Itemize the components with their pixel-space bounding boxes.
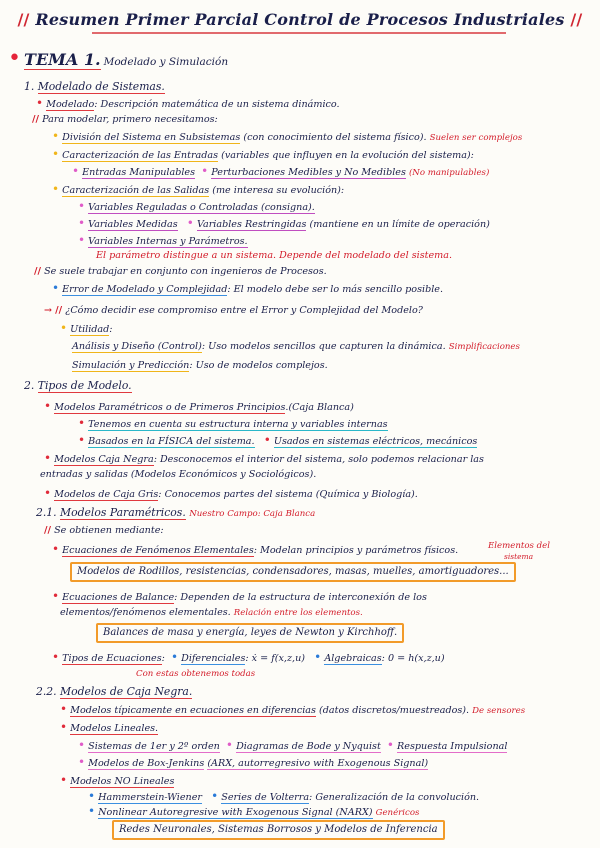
balance-line bbox=[52, 590, 427, 604]
analisis-desc: : Uso modelos sencillos que capturen la dinámica. bbox=[201, 341, 446, 352]
sistemas-text: Sistemas de 1er y 2º orden bbox=[88, 741, 220, 752]
error-desc: : El modelo debe ser lo más sencillo posible. bbox=[227, 284, 444, 295]
no-lineales-label: Modelos NO Lineales bbox=[70, 776, 175, 787]
division-label: División del Sistema en Subsistemas bbox=[62, 132, 241, 143]
section-1-title: Modelado de Sistemas. bbox=[37, 80, 165, 93]
obtienen-line bbox=[44, 524, 164, 537]
section-2-heading bbox=[24, 379, 132, 392]
bullet-icon: • bbox=[211, 789, 219, 803]
bullet-icon: • bbox=[44, 486, 52, 500]
division-line bbox=[52, 130, 522, 145]
utilidad-line: • Utilidad: bbox=[60, 321, 113, 335]
bullet-icon: • bbox=[52, 650, 60, 664]
gris-desc: : Conocemos partes del sistema (Química y Biología). bbox=[158, 489, 418, 500]
section-21-heading bbox=[36, 506, 315, 521]
bullet-icon: • bbox=[225, 738, 233, 752]
section-2-num: 2. bbox=[24, 379, 35, 392]
bullet-icon: • bbox=[52, 129, 60, 143]
bullet-icon: • bbox=[36, 96, 44, 110]
bullet-icon: • bbox=[72, 164, 80, 178]
param-note: El parámetro distingue a un sistema. Depende del modelado del sistema. bbox=[96, 250, 453, 261]
division-note: Suelen ser complejos bbox=[429, 133, 523, 143]
bullet-icon: • bbox=[52, 147, 60, 161]
bullet-icon: • bbox=[44, 399, 52, 413]
sistemas-line bbox=[78, 739, 507, 753]
tipos-note: Con estas obtenemos todas bbox=[136, 669, 256, 679]
pregunta-line bbox=[44, 304, 423, 317]
tipos-label: Tipos de Ecuaciones bbox=[62, 653, 162, 664]
slash-mark: // bbox=[55, 305, 63, 316]
bullet-icon: • bbox=[88, 804, 96, 818]
ecu-fen-desc: : Modelan principios y parámetros físicos. bbox=[253, 545, 459, 556]
box-jenkins-desc: (ARX, autorregresivo with Exogenous Signal) bbox=[207, 758, 429, 769]
simulacion-line bbox=[72, 359, 328, 372]
error-label: Error de Modelado y Complejidad bbox=[62, 284, 228, 295]
bullet-icon: • bbox=[78, 199, 86, 213]
ent-pert-note: (No manipulables) bbox=[408, 168, 490, 178]
highlight-box-2: Balances de masa y energía, leyes de Newton y Kirchhoff. bbox=[96, 623, 404, 643]
para-modelar-line bbox=[32, 113, 218, 126]
tema-subtitle: Modelado y Simulación bbox=[103, 56, 229, 68]
lineales-line bbox=[60, 721, 158, 735]
dif-eq: : ẋ = f(x,z,u) bbox=[245, 653, 306, 664]
bullet-icon: • bbox=[52, 542, 60, 556]
bullet-icon: • bbox=[170, 650, 179, 664]
negra-line bbox=[44, 452, 484, 466]
title-text: Resumen Primer Parcial Control de Procesos Industriales bbox=[35, 10, 565, 29]
tipicamente-desc: (datos discretos/muestreados). bbox=[318, 705, 470, 716]
modelado-desc: : Descripción matemática de un sistema dinámico. bbox=[94, 99, 340, 110]
modelado-line bbox=[36, 97, 340, 111]
ecu-fen-note-2: sistema bbox=[504, 552, 534, 561]
volterra-desc: : Generalización de la convolución. bbox=[309, 792, 480, 803]
bullet-icon: • bbox=[78, 216, 86, 230]
var-reguladas-line bbox=[78, 200, 315, 214]
bullet-icon: • bbox=[60, 321, 68, 335]
page-title bbox=[0, 10, 600, 29]
section-21-title: Modelos Paramétricos. bbox=[60, 506, 186, 519]
bullet-icon: • bbox=[78, 738, 86, 752]
entradas-types-line bbox=[72, 165, 489, 180]
bullet-icon: • bbox=[186, 216, 194, 230]
simulacion-label: Simulación y Predicción bbox=[72, 360, 190, 371]
ent-manipulables: Entradas Manipulables bbox=[82, 167, 196, 178]
bullet-icon: • bbox=[386, 738, 394, 752]
arrow-icon: → bbox=[44, 305, 53, 316]
box-jenkins-label: Modelos de Box-Jenkins bbox=[88, 758, 205, 769]
var-reguladas: Variables Reguladas o Controladas (consigna). bbox=[88, 202, 315, 213]
usados-text: Usados en sistemas eléctricos, mecánicos bbox=[273, 436, 478, 447]
tipos-line: • Tipos de Ecuaciones: • Diferenciales: ẋ = f(x,z,u) • Algebraicas: 0 = h(x,z,u) bbox=[52, 650, 445, 664]
bullet-icon: • bbox=[60, 773, 68, 787]
negra-desc-2: entradas y salidas (Modelos Económicos y Sociológicos). bbox=[40, 469, 317, 480]
analisis-line bbox=[72, 340, 520, 354]
slash-mark: // bbox=[44, 525, 52, 536]
ingenieros-line bbox=[34, 265, 327, 278]
bullet-icon: • bbox=[78, 416, 86, 430]
narx-text: Nonlinear Autoregresive with Exogenous Signal (NARX) bbox=[98, 807, 373, 818]
alg-label: Algebraicas bbox=[324, 653, 382, 664]
ecu-fen-label: Ecuaciones de Fenómenos Elementales bbox=[62, 545, 254, 556]
tema-label: TEMA 1. bbox=[24, 50, 101, 69]
bullet-icon: • bbox=[78, 433, 86, 447]
bullet-icon: • bbox=[52, 589, 60, 603]
negra-desc-1: : Desconocemos el interior del sistema, solo podemos relacionar las bbox=[153, 454, 484, 465]
alg-eq: : 0 = h(x,z,u) bbox=[381, 653, 445, 664]
tipicamente-note: De sensores bbox=[472, 706, 526, 716]
salidas-line bbox=[52, 183, 344, 197]
bullet-icon: • bbox=[263, 433, 271, 447]
bullet-icon: • bbox=[8, 46, 21, 71]
box-jenkins-line bbox=[78, 756, 428, 770]
tenemos-line bbox=[78, 417, 388, 431]
simulacion-desc: : Uso de modelos complejos. bbox=[189, 360, 328, 371]
para-modelar-text: Para modelar, primero necesitamos: bbox=[42, 114, 218, 125]
balance-note: Relación entre los elementos. bbox=[233, 608, 363, 618]
section-21-note: Nuestro Campo: Caja Blanca bbox=[189, 509, 316, 519]
error-line bbox=[52, 282, 443, 296]
utilidad-label: Utilidad bbox=[70, 324, 110, 335]
param-models-line bbox=[44, 400, 354, 414]
var-internas-line bbox=[78, 234, 248, 248]
bullet-icon: • bbox=[52, 182, 60, 196]
basados-line bbox=[78, 434, 477, 448]
section-2-title: Tipos de Modelo. bbox=[37, 379, 132, 392]
modelado-label: Modelado bbox=[46, 99, 95, 110]
tipicamente-label: Modelos típicamente en ecuaciones en diferencias bbox=[70, 705, 316, 716]
bullet-icon: • bbox=[201, 164, 209, 178]
respuesta-text: Respuesta Impulsional bbox=[397, 741, 508, 752]
highlight-box-3: Redes Neuronales, Sistemas Borrosos y Modelos de Inferencia bbox=[112, 820, 445, 840]
lineales-label: Modelos Lineales. bbox=[70, 723, 159, 734]
hammerstein-line bbox=[88, 790, 479, 804]
tenemos-text: Tenemos en cuenta su estructura interna y variables internas bbox=[88, 419, 388, 430]
var-restringidas-desc: (mantiene en un límite de operación) bbox=[309, 219, 490, 230]
entradas-line bbox=[52, 148, 474, 162]
gris-label: Modelos de Caja Gris bbox=[54, 489, 159, 500]
entradas-label: Caracterización de las Entradas bbox=[62, 150, 219, 161]
bullet-icon: • bbox=[78, 233, 86, 247]
diagramas-text: Diagramas de Bode y Nyquist bbox=[236, 741, 381, 752]
ent-perturbaciones: Perturbaciones Medibles y No Medibles bbox=[211, 167, 406, 178]
volterra-label: Series de Volterra bbox=[221, 792, 310, 803]
section-1-heading bbox=[24, 80, 165, 93]
bullet-icon: • bbox=[60, 702, 68, 716]
narx-line bbox=[88, 805, 419, 820]
section-22-heading bbox=[36, 685, 192, 698]
var-medidas: Variables Medidas bbox=[88, 219, 178, 230]
pregunta-text: ¿Cómo decidir ese compromiso entre el Error y Complejidad del Modelo? bbox=[65, 305, 423, 316]
no-lineales-line bbox=[60, 774, 174, 788]
division-desc: (con conocimiento del sistema físico). bbox=[243, 132, 427, 143]
title-mark-left: // bbox=[17, 10, 30, 29]
hammerstein-text: Hammerstein-Wiener bbox=[98, 792, 202, 803]
balance-desc-2: elementos/fenómenos elementales. bbox=[60, 607, 231, 618]
param-models-label: Modelos Paramétricos o de Primeros Principios bbox=[54, 402, 286, 413]
title-mark-right: // bbox=[570, 10, 583, 29]
balance-line-2 bbox=[60, 606, 363, 620]
title-underline bbox=[92, 32, 506, 34]
param-models-desc: .(Caja Blanca) bbox=[285, 402, 354, 413]
tipicamente-line bbox=[60, 703, 525, 718]
bullet-icon: • bbox=[88, 789, 96, 803]
var-internas: Variables Internas y Parámetros. bbox=[88, 236, 248, 247]
ecu-fen-line bbox=[52, 543, 458, 557]
bullet-icon: • bbox=[44, 451, 52, 465]
var-medidas-line bbox=[78, 217, 490, 231]
obtienen-text: Se obtienen mediante: bbox=[54, 525, 164, 536]
balance-label: Ecuaciones de Balance bbox=[62, 592, 175, 603]
tema-heading bbox=[8, 46, 229, 71]
bullet-icon: • bbox=[314, 650, 322, 664]
bullet-icon: • bbox=[78, 755, 86, 769]
analisis-label: Análisis y Diseño (Control) bbox=[72, 341, 202, 352]
analisis-note: Simplificaciones bbox=[448, 342, 520, 352]
highlight-box-1: Modelos de Rodillos, resistencias, condensadores, masas, muelles, amortiguadores... bbox=[70, 562, 516, 582]
narx-note: Genéricos bbox=[375, 808, 420, 818]
bullet-icon: • bbox=[60, 720, 68, 734]
basados-text: Basados en la FÍSICA del sistema. bbox=[88, 436, 255, 447]
salidas-label: Caracterización de las Salidas bbox=[62, 185, 210, 196]
balance-desc-1: : Dependen de la estructura de interconexión de los bbox=[174, 592, 427, 603]
section-22-num: 2.2. bbox=[36, 685, 57, 698]
dif-label: Diferenciales bbox=[181, 653, 246, 664]
negra-label: Modelos Caja Negra bbox=[54, 454, 154, 465]
slash-mark: // bbox=[32, 114, 40, 125]
entradas-desc: (variables que influyen en la evolución del sistema): bbox=[221, 150, 474, 161]
section-1-num: 1. bbox=[24, 80, 35, 93]
gris-line bbox=[44, 487, 418, 501]
section-21-num: 2.1. bbox=[36, 506, 57, 519]
salidas-desc: (me interesa su evolución): bbox=[212, 185, 345, 196]
var-restringidas: Variables Restringidas bbox=[196, 219, 307, 230]
ingenieros-text: Se suele trabajar en conjunto con ingenieros de Procesos. bbox=[44, 266, 327, 277]
ecu-fen-note-1: Elementos del bbox=[488, 541, 550, 551]
slash-mark: // bbox=[34, 266, 42, 277]
bullet-icon: • bbox=[52, 281, 60, 295]
section-22-title: Modelos de Caja Negra. bbox=[60, 685, 193, 698]
